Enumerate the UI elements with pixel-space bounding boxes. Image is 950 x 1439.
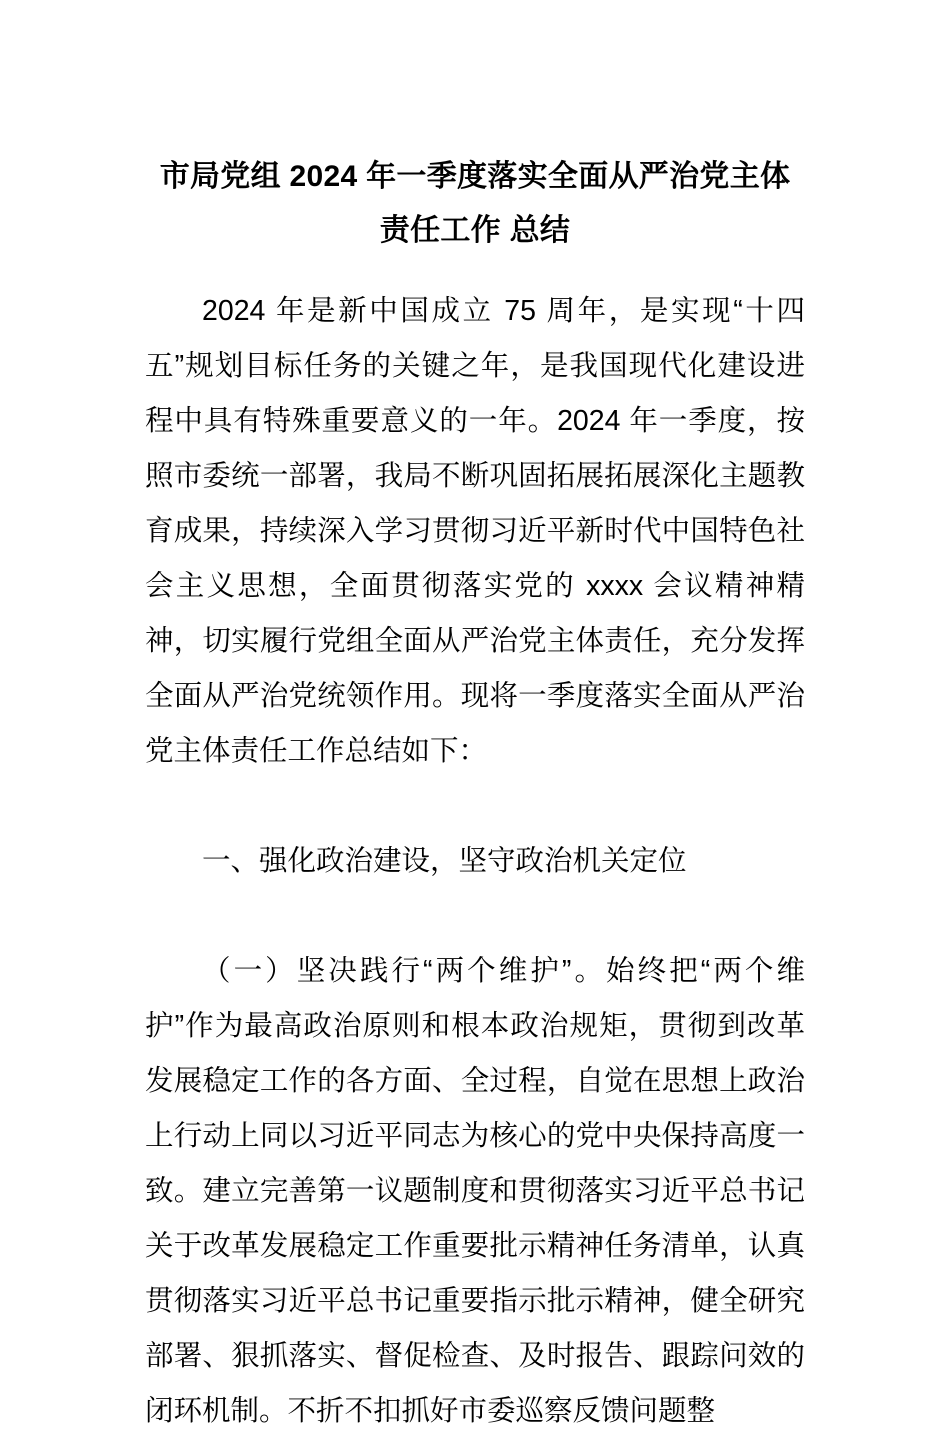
paragraph-intro: 2024 年是新中国成立 75 周年，是实现“十四五”规划目标任务的关键之年，是我国现代化建设进程中具有特殊重要意义的一年。2024 年一季度，按照市委统一部署，我局不断巩固拓展拓展深化主题教育成果，持续深入学习贯彻习近平新时代中国特色社会主义思想，全面贯彻落实党的 xxxx 会议精神精神，切实履行党组全面从严治党主体责任，充分发挥全面从严治党统领作用。现将一季度落实全面从严治党主体责任工作总结如下： (145, 295, 805, 767)
page-title-line-2: 总结 (509, 214, 571, 247)
section-heading-1: 一、强化政治建设，坚守政治机关定位 (202, 845, 687, 877)
paragraph-spacer (145, 779, 805, 834)
page-title-line-1: 市局党组 2024 年一季度落实全面从严治党主体责任工作 (159, 160, 791, 247)
heading-spacer (145, 889, 805, 944)
paragraph-section-1-item-1: （一）坚决践行“两个维护”。始终把“两个维护”作为最高政治原则和根本政治规矩，贯彻到改革发展稳定工作的各方面、全过程，自觉在思想上政治上行动上同以习近平同志为核心的党中央保持高度一致。建立完善第一议题制度和贯彻落实习近平总书记关于改革发展稳定工作重要批示精神任务清单，认真贯彻落实习近平总书记重要指示批示精神，健全研究部署、狠抓落实、督促检查、及时报告、跟踪问效的闭环机制。不折不扣抓好市委巡察反馈问题整 (145, 955, 805, 1427)
page-title (145, 150, 805, 258)
